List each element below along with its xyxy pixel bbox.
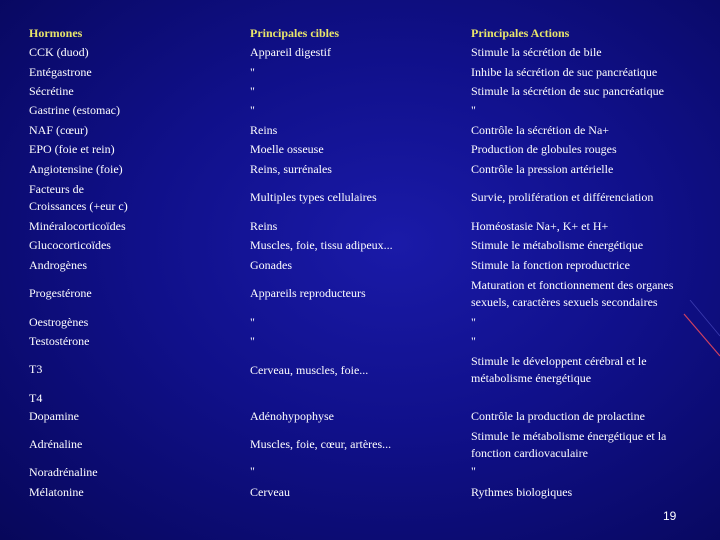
hormone-cell: Dopamine — [29, 409, 79, 423]
hormone-cell: EPO (foie et rein) — [29, 142, 115, 156]
action-cell: Stimule le métabolisme énergétique et la — [471, 429, 667, 443]
action-cell: " — [471, 103, 476, 117]
target-cell: Reins — [250, 219, 278, 233]
hormone-cell: T3 — [29, 362, 43, 376]
hormone-cell: Mélatonine — [29, 485, 84, 499]
target-cell: " — [250, 315, 255, 329]
action-cell: Rythmes biologiques — [471, 485, 573, 499]
action-cell: Inhibe la sécrétion de suc pancréatique — [471, 65, 658, 79]
target-cell: " — [250, 334, 255, 348]
target-cell: Reins — [250, 123, 278, 137]
hormone-cell: Entégastrone — [29, 65, 92, 79]
hormone-cell: Testostérone — [29, 334, 90, 348]
hormone-cell: NAF (cœur) — [29, 123, 88, 137]
target-cell: " — [250, 464, 255, 478]
action-cell-line2: fonction cardiovaculaire — [471, 446, 588, 460]
hormone-cell: Angiotensine (foie) — [29, 162, 123, 176]
action-cell: Survie, prolifération et différenciation — [471, 190, 654, 204]
hormone-cell: Glucocorticoïdes — [29, 238, 111, 252]
action-cell: Contrôle la production de prolactine — [471, 409, 645, 423]
hormone-cell: Facteurs de — [29, 182, 84, 196]
hormone-cell: Noradrénaline — [29, 465, 98, 479]
action-cell: Contrôle la sécrétion de Na+ — [471, 123, 610, 137]
action-cell-line2: sexuels, caractères sexuels secondaires — [471, 295, 658, 309]
header-hormones: Hormones — [29, 26, 83, 40]
target-cell: Gonades — [250, 258, 292, 272]
target-cell: Cerveau, muscles, foie... — [250, 363, 369, 377]
action-cell: Production de globules rouges — [471, 142, 617, 156]
action-cell: Stimule la sécrétion de bile — [471, 45, 602, 59]
target-cell: Adénohypophyse — [250, 409, 334, 423]
hormone-cell: CCK (duod) — [29, 45, 89, 59]
action-cell: " — [471, 334, 476, 348]
target-cell: " — [250, 65, 255, 79]
hormone-cell: Adrénaline — [29, 437, 83, 451]
action-cell-line2: métabolisme énergétique — [471, 371, 592, 385]
target-cell: " — [250, 103, 255, 117]
target-cell: Appareils reproducteurs — [250, 286, 366, 300]
action-cell: Contrôle la pression artérielle — [471, 162, 614, 176]
action-cell: Stimule la sécrétion de suc pancréatique — [471, 84, 664, 98]
target-cell: " — [250, 84, 255, 98]
hormone-cell: Gastrine (estomac) — [29, 103, 120, 117]
hormone-cell: Minéralocorticoïdes — [29, 219, 126, 233]
hormone-cell-line2: Croissances (+eur c) — [29, 199, 128, 213]
action-cell: Maturation et fonctionnement des organes — [471, 278, 674, 292]
target-cell: Muscles, foie, tissu adipeux... — [250, 238, 393, 252]
hormone-cell: T4 — [29, 391, 43, 405]
action-cell: Stimule le métabolisme énergétique — [471, 238, 644, 252]
decorative-accent-line — [680, 300, 720, 380]
action-cell: Stimule le développent cérébral et le — [471, 354, 647, 368]
hormone-cell: Sécrétine — [29, 84, 74, 98]
target-cell: Reins, surrénales — [250, 162, 332, 176]
hormone-cell: Androgènes — [29, 258, 87, 272]
action-cell: " — [471, 464, 476, 478]
page-number: 19 — [663, 509, 677, 523]
hormone-cell: Progestérone — [29, 286, 92, 300]
header-targets: Principales cibles — [250, 26, 339, 40]
target-cell: Appareil digestif — [250, 45, 331, 59]
target-cell: Cerveau — [250, 485, 290, 499]
header-actions: Principales Actions — [471, 26, 570, 40]
target-cell: Muscles, foie, cœur, artères... — [250, 437, 392, 451]
hormone-cell: Oestrogènes — [29, 315, 89, 329]
target-cell: Multiples types cellulaires — [250, 190, 377, 204]
action-cell: " — [471, 315, 476, 329]
action-cell: Homéostasie Na+, K+ et H+ — [471, 219, 609, 233]
target-cell: Moelle osseuse — [250, 142, 324, 156]
action-cell: Stimule la fonction reproductrice — [471, 258, 630, 272]
